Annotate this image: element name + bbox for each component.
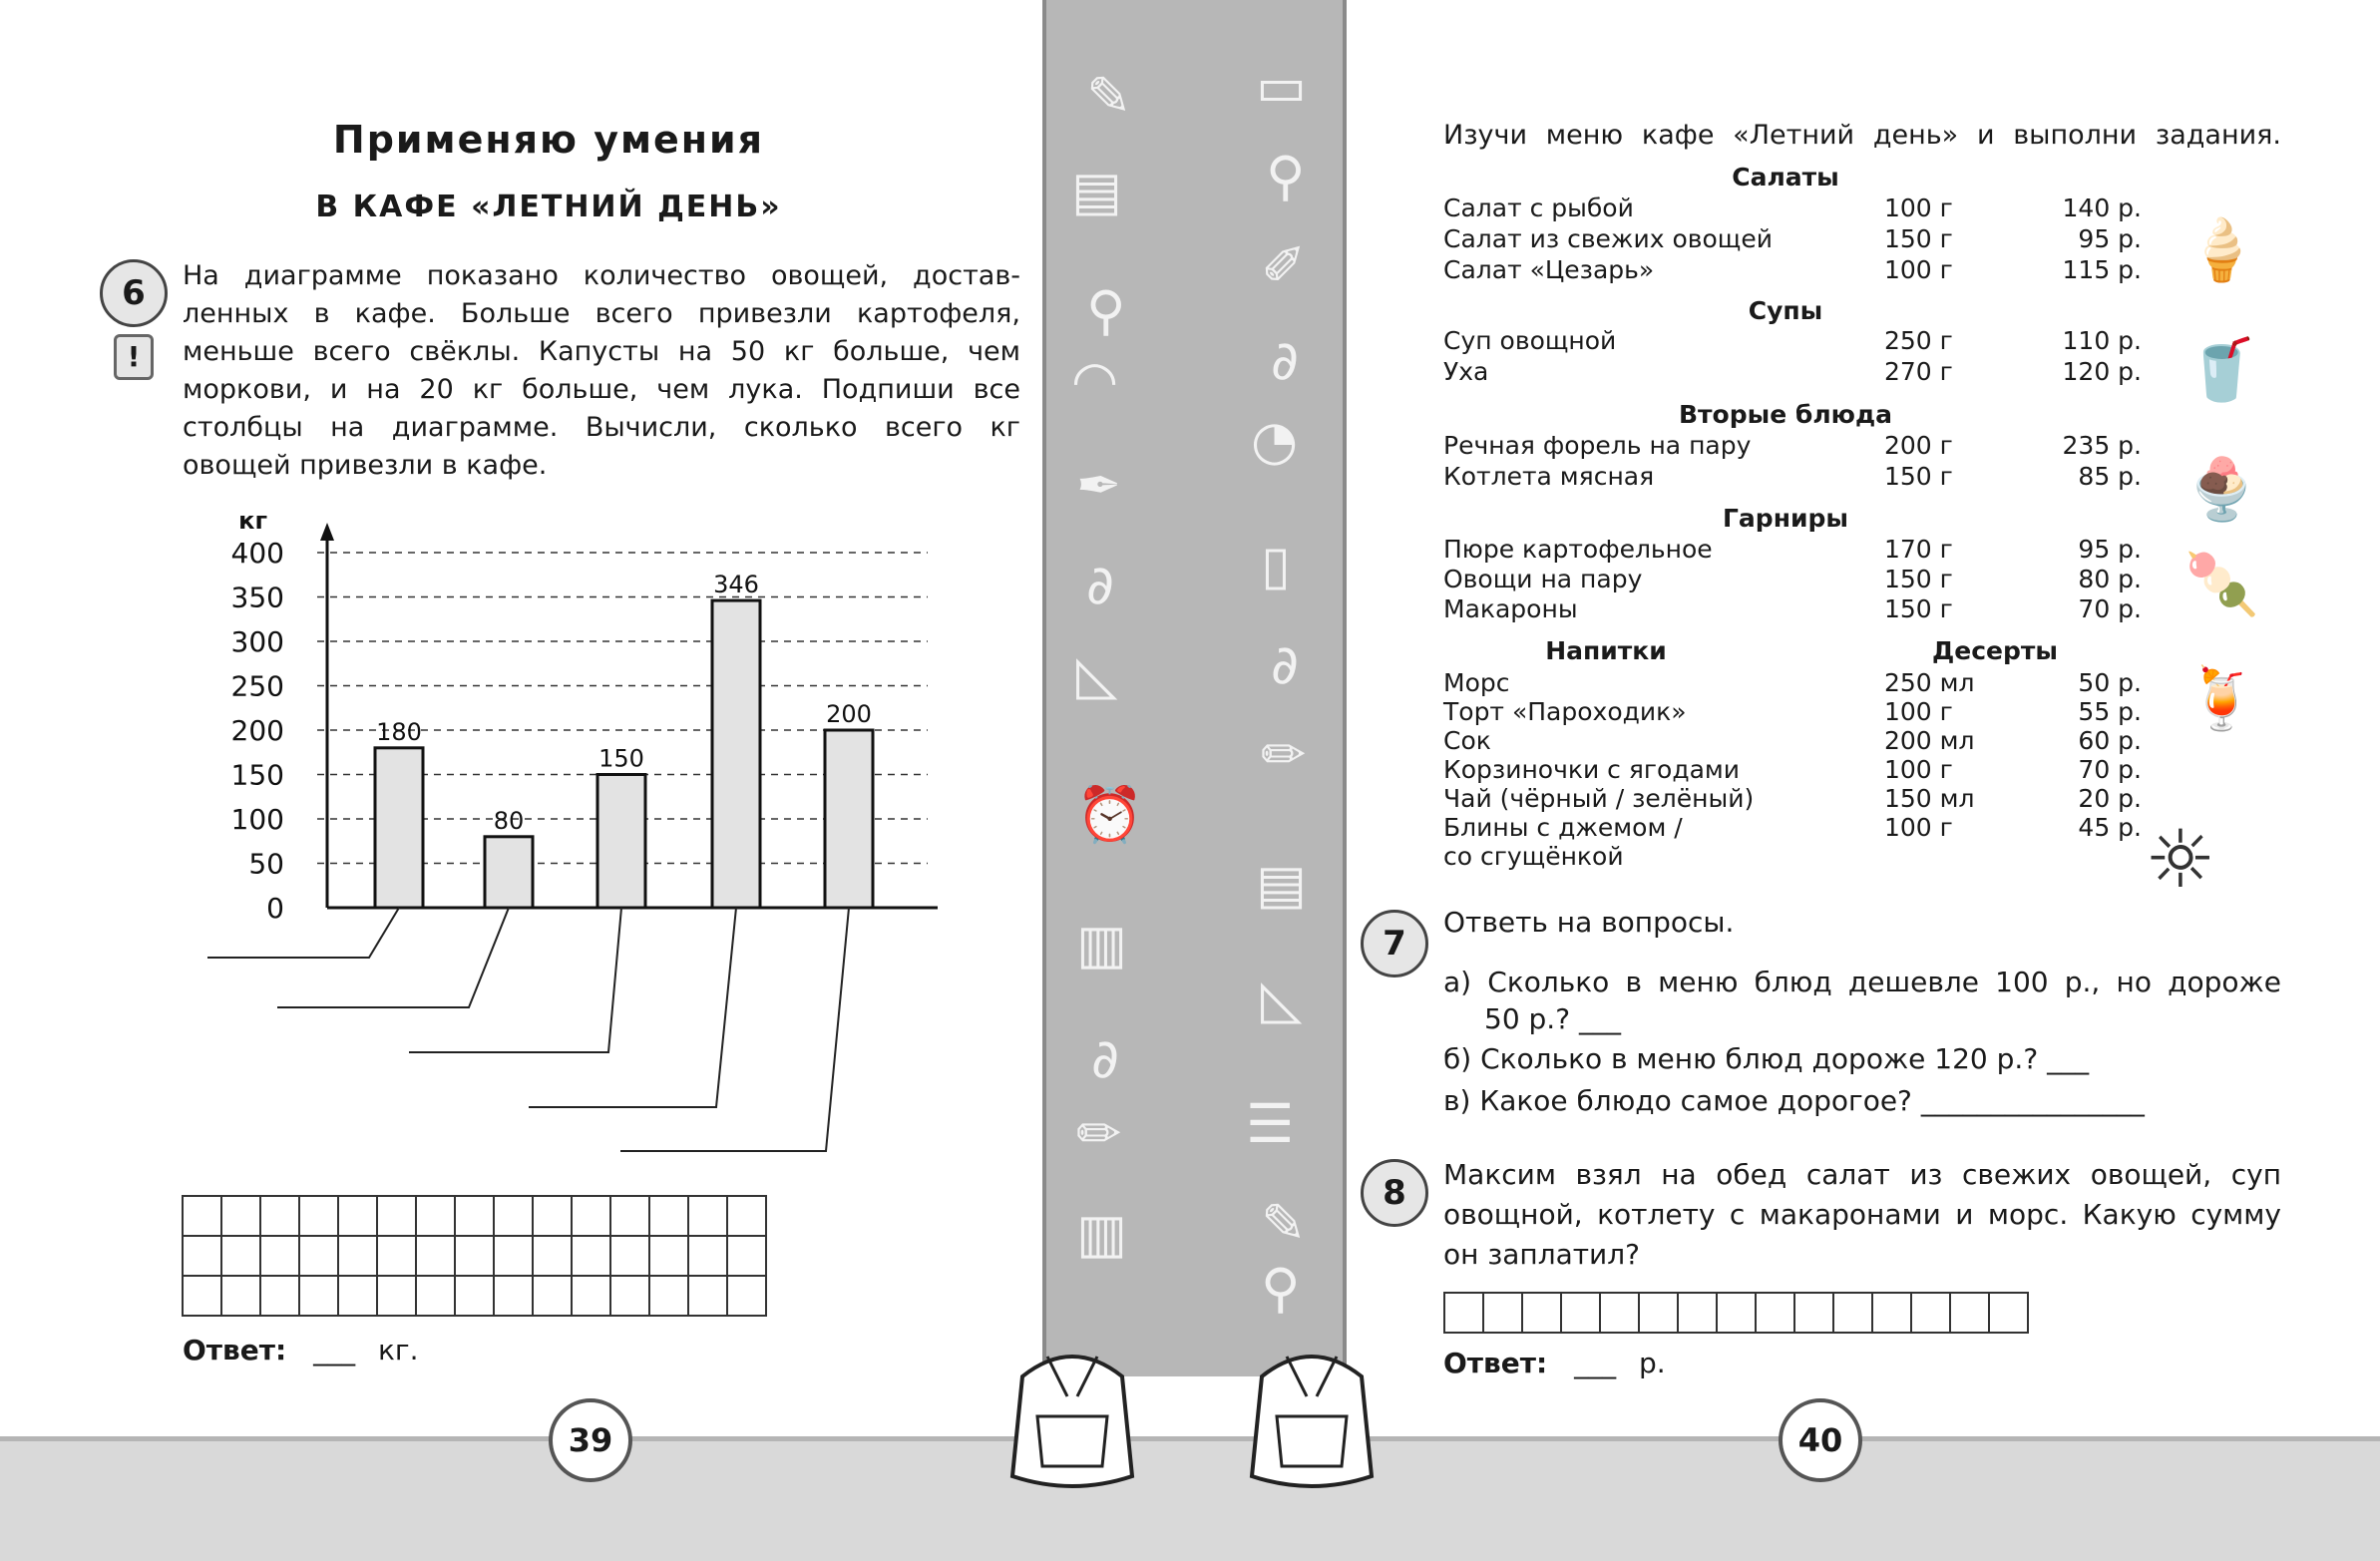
vegetables-bar-chart	[190, 499, 968, 1177]
grid-cell[interactable]	[338, 1276, 377, 1316]
menu-item-quantity: 250 мл	[1884, 668, 1975, 697]
pin-icon: ⚲	[1266, 145, 1306, 207]
eraser-icon: ▭	[1256, 55, 1308, 118]
bar-name-line[interactable]	[529, 908, 736, 1107]
menu-item-name: Салат с рыбой	[1443, 194, 1634, 222]
menu-item-name: Чай (чёрный / зелёный)	[1443, 784, 1755, 813]
grid-cell[interactable]	[688, 1236, 727, 1276]
menu-item-name: Морс	[1443, 668, 1510, 697]
grid-cell[interactable]	[1911, 1293, 1950, 1333]
menu-item-price: 55 р.	[2078, 697, 2142, 726]
grid-cell[interactable]	[533, 1276, 572, 1316]
menu-item-name: Блины с джемом /	[1443, 813, 1683, 842]
grid-cell[interactable]	[1444, 1293, 1483, 1333]
menu-item-price: 140 р.	[2062, 194, 2142, 222]
grid-cell[interactable]	[260, 1236, 299, 1276]
clip-icon: ∂	[1086, 554, 1114, 616]
grid-cell[interactable]	[1950, 1293, 1989, 1333]
menu-item-price: 20 р.	[2078, 784, 2142, 813]
menu-item	[1443, 357, 2162, 387]
task-7-question-a: а) Сколько в меню блюд дешевле 100 р., но дороже	[1443, 966, 2281, 998]
clip-icon: ∂	[1271, 329, 1299, 392]
menu-item-price: 95 р.	[2078, 535, 2142, 564]
menu-item-name: Овощи на пару	[1443, 565, 1643, 593]
menu-item-price: 70 р.	[2078, 594, 2142, 623]
grid-cell[interactable]	[610, 1276, 649, 1316]
bar	[485, 837, 533, 908]
cocktail-icon: 🥤	[2184, 335, 2259, 405]
bar-name-line[interactable]	[409, 908, 621, 1052]
grid-cell[interactable]	[1756, 1293, 1794, 1333]
grid-cell[interactable]	[377, 1276, 416, 1316]
y-tick-label: 0	[266, 892, 284, 925]
task-number-6: 6	[100, 259, 168, 327]
menu-item	[1443, 813, 2162, 843]
menu-heading-desserts: Десерты	[1932, 636, 2058, 665]
answer-unit: р.	[1638, 1347, 1666, 1379]
answer-line-left	[183, 1334, 419, 1366]
protractor-icon: ◠	[1071, 349, 1119, 412]
grid-cell[interactable]	[416, 1196, 455, 1236]
menu-item-name: Котлета мясная	[1443, 462, 1655, 491]
task-6-line: меньше всего свёклы. Капусты на 50 кг больше, чем	[183, 336, 1020, 367]
menu-item-quantity: 200 г	[1884, 431, 1953, 460]
grid-cell[interactable]	[299, 1196, 338, 1236]
grid-cell[interactable]	[1717, 1293, 1756, 1333]
triangle-icon: ◺	[1261, 968, 1303, 1030]
notepad-icon: ▤	[1256, 853, 1308, 916]
menu-item-name: Сок	[1443, 726, 1491, 755]
grid-cell[interactable]	[1678, 1293, 1717, 1333]
attention-icon: !	[114, 334, 154, 380]
pencil-icon: ✏	[1076, 1102, 1122, 1165]
menu-item-quantity: 150 г	[1884, 594, 1953, 623]
bar-value-label: 80	[493, 806, 525, 835]
menu-intro: Изучи меню кафе «Летний день» и выполни задания.	[1443, 120, 2281, 151]
menu-item-price: 85 р.	[2078, 462, 2142, 491]
grid-cell[interactable]	[533, 1196, 572, 1236]
section-subtitle: В КАФЕ «ЛЕТНИЙ ДЕНЬ»	[315, 190, 782, 224]
grid-cell[interactable]	[455, 1276, 494, 1316]
page-number-right: 40	[1779, 1398, 1862, 1482]
y-tick-label: 400	[230, 537, 284, 570]
bar-name-line[interactable]	[620, 908, 849, 1151]
menu-item-name: Корзиночки с ягодами	[1443, 755, 1741, 784]
menu-item	[1443, 842, 2162, 872]
grid-cell[interactable]	[416, 1236, 455, 1276]
grid-cell[interactable]	[455, 1236, 494, 1276]
menu-item	[1443, 535, 2162, 565]
grid-cell[interactable]	[1483, 1293, 1522, 1333]
task-7-question-a-cont[interactable]: 50 р.? ___	[1484, 1002, 1621, 1035]
menu-item-quantity: 150 г	[1884, 565, 1953, 593]
grid-cell[interactable]	[338, 1196, 377, 1236]
triangle-icon: ◺	[1076, 643, 1118, 706]
y-axis-arrow	[320, 523, 334, 541]
bar	[825, 730, 873, 908]
grid-cell[interactable]	[221, 1236, 260, 1276]
bar	[712, 600, 760, 908]
notebook-icon: ▥	[1076, 1202, 1128, 1265]
notepad-icon: ▤	[1071, 160, 1123, 222]
grid-cell[interactable]	[572, 1236, 610, 1276]
grid-cell[interactable]	[183, 1196, 221, 1236]
menu-item-price: 120 р.	[2062, 357, 2142, 386]
menu-item	[1443, 431, 2162, 461]
grid-cell[interactable]	[1794, 1293, 1833, 1333]
menu-item-name: Речная форель на пару	[1443, 431, 1752, 460]
task-7-question-c[interactable]: в) Какое блюдо самое дорогое? ________________	[1443, 1084, 2145, 1117]
menu-item-quantity: 150 г	[1884, 224, 1953, 253]
y-tick-label: 300	[230, 625, 284, 658]
grid-cell[interactable]	[494, 1236, 533, 1276]
glass-drink-icon: 🍹	[2184, 664, 2259, 734]
notebook-icon: ▥	[1076, 913, 1128, 976]
answer-blank[interactable]: ___	[313, 1334, 356, 1366]
menu-item-name: Макароны	[1443, 594, 1578, 623]
menu-heading-drinks: Напитки	[1545, 636, 1667, 665]
menu-item-price: 60 р.	[2078, 726, 2142, 755]
menu-heading-soups: Супы	[1748, 296, 1823, 325]
clip-icon: ∂	[1271, 633, 1299, 696]
grid-cell[interactable]	[260, 1196, 299, 1236]
backpack-icon	[1232, 1337, 1391, 1496]
y-tick-label: 50	[248, 847, 284, 881]
menu-item-quantity: 100 г	[1884, 755, 1953, 784]
grid-cell[interactable]	[727, 1276, 766, 1316]
pushpin-icon: ⚲	[1086, 279, 1126, 342]
grid-cell[interactable]	[1989, 1293, 2028, 1333]
menu-item-price: 235 р.	[2062, 431, 2142, 460]
answer-label: Ответ:	[183, 1334, 287, 1366]
bar-value-label: 180	[376, 717, 422, 746]
grid-cell[interactable]	[221, 1276, 260, 1316]
bar-value-label: 200	[826, 700, 872, 728]
y-tick-label: 250	[230, 669, 284, 703]
grid-cell[interactable]	[1561, 1293, 1600, 1333]
grid-cell[interactable]	[1639, 1293, 1678, 1333]
menu-item	[1443, 784, 2162, 814]
sharpener-icon: ✎	[1261, 1192, 1307, 1255]
ruler-icon: ▯	[1261, 534, 1291, 596]
bar	[375, 748, 423, 908]
grid-cell[interactable]	[610, 1196, 649, 1236]
grid-cell[interactable]	[688, 1196, 727, 1236]
menu-item	[1443, 755, 2162, 785]
menu-item-name: Суп овощной	[1443, 326, 1617, 355]
task-7-prompt: Ответь на вопросы.	[1443, 906, 1735, 939]
grid-cell[interactable]	[727, 1196, 766, 1236]
menu-item-quantity: 100 г	[1884, 194, 1953, 222]
answer-unit: кг.	[377, 1334, 419, 1366]
menu-heading-mains: Вторые блюда	[1678, 400, 1892, 429]
book-spine	[1042, 0, 1347, 1376]
grid-cell[interactable]	[377, 1236, 416, 1276]
y-tick-label: 200	[230, 714, 284, 747]
grid-cell[interactable]	[338, 1236, 377, 1276]
grid-cell[interactable]	[1872, 1293, 1911, 1333]
menu-item-name: Уха	[1443, 357, 1489, 386]
grid-cell[interactable]	[299, 1236, 338, 1276]
menu-item-quantity: 250 г	[1884, 326, 1953, 355]
grid-cell[interactable]	[727, 1236, 766, 1276]
menu-item	[1443, 668, 2162, 698]
task-7-question-b[interactable]: б) Сколько в меню блюд дороже 120 р.? ___	[1443, 1042, 2090, 1075]
pen-icon: ✐	[1261, 234, 1307, 297]
menu-item-price: 115 р.	[2062, 255, 2142, 284]
task-8-line: он заплатил?	[1443, 1238, 1641, 1271]
menu-item-name: со сгущёнкой	[1443, 842, 1624, 871]
task-8-line: Максим взял на обед салат из свежих овощей, суп	[1443, 1158, 2281, 1191]
menu-item	[1443, 594, 2162, 624]
grid-cell[interactable]	[533, 1236, 572, 1276]
grid-cell[interactable]	[183, 1236, 221, 1276]
grid-cell[interactable]	[572, 1196, 610, 1236]
menu-item	[1443, 255, 2162, 285]
task-6-line: столбцы на диаграмме. Вычисли, сколько всего кг	[183, 412, 1020, 443]
menu-item	[1443, 697, 2162, 727]
answer-label: Ответ:	[1443, 1347, 1548, 1379]
sun-icon: ☼	[2145, 813, 2216, 906]
grid-cell[interactable]	[610, 1236, 649, 1276]
menu-item-price: 45 р.	[2078, 813, 2142, 842]
task-6-text	[183, 257, 1020, 485]
popsicle-icon: 🍡	[2184, 550, 2259, 619]
grid-cell[interactable]	[1522, 1293, 1561, 1333]
bar-value-label: 150	[598, 744, 644, 773]
bar	[597, 775, 645, 909]
menu-item-price: 70 р.	[2078, 755, 2142, 784]
bottom-band	[0, 1441, 2380, 1561]
books-icon: ☰	[1246, 1092, 1295, 1155]
grid-cell[interactable]	[260, 1276, 299, 1316]
pencil-icon: ✏	[1261, 723, 1307, 786]
task-6-line: овощей привезли в кафе.	[183, 450, 548, 481]
y-axis-label: кг	[238, 507, 267, 535]
menu-item	[1443, 565, 2162, 594]
answer-line-right	[1443, 1347, 1666, 1379]
bar-name-line[interactable]	[207, 908, 399, 958]
grid-cell[interactable]	[221, 1196, 260, 1236]
grid-cell[interactable]	[183, 1276, 221, 1316]
alarm-clock-icon: ⏰	[1076, 783, 1144, 846]
menu-item-name: Салат «Цезарь»	[1443, 255, 1655, 284]
menu-item-name: Салат из свежих овощей	[1443, 224, 1773, 253]
menu-item-quantity: 150 мл	[1884, 784, 1975, 813]
grid-cell[interactable]	[1833, 1293, 1872, 1333]
grid-cell[interactable]	[1600, 1293, 1639, 1333]
pen-icon: ✒	[1076, 454, 1122, 517]
menu-item-price: 95 р.	[2078, 224, 2142, 253]
menu-item-quantity: 170 г	[1884, 535, 1953, 564]
grid-cell[interactable]	[494, 1276, 533, 1316]
task-8-line: овощной, котлету с макаронами и морс. Какую сумму	[1443, 1198, 2281, 1231]
clip-icon: ∂	[1091, 1027, 1119, 1090]
y-tick-label: 150	[230, 758, 284, 792]
task-6-line: ленных в кафе. Больше всего привезли картофеля,	[183, 298, 1020, 329]
menu-item-price: 50 р.	[2078, 668, 2142, 697]
bar-value-label: 346	[713, 571, 759, 599]
answer-grid-right[interactable]	[1443, 1292, 2029, 1334]
grid-cell[interactable]	[649, 1236, 688, 1276]
answer-blank[interactable]: ___	[1574, 1347, 1617, 1379]
page-title: Применяю умения	[332, 118, 765, 162]
backpack-icon	[992, 1337, 1152, 1496]
menu-heading-salads: Салаты	[1732, 163, 1839, 192]
answer-grid-left[interactable]	[182, 1195, 767, 1317]
menu-heading-sides: Гарниры	[1723, 504, 1848, 533]
task-8-text	[1443, 1155, 2281, 1275]
grid-cell[interactable]	[649, 1196, 688, 1236]
menu-item-quantity: 100 г	[1884, 255, 1953, 284]
menu-item-quantity: 100 г	[1884, 813, 1953, 842]
menu-item	[1443, 326, 2162, 356]
grid-cell[interactable]	[377, 1196, 416, 1236]
menu-item	[1443, 224, 2162, 254]
grid-cell[interactable]	[494, 1196, 533, 1236]
grid-cell[interactable]	[416, 1276, 455, 1316]
menu-item-quantity: 200 мл	[1884, 726, 1975, 755]
y-tick-label: 350	[230, 581, 284, 614]
task-number-8: 8	[1361, 1159, 1428, 1227]
menu-item-price: 80 р.	[2078, 565, 2142, 593]
task-6-line: На диаграмме показано количество овощей, достав-	[183, 260, 1020, 291]
ice-cream-icon: 🍦	[2184, 215, 2259, 285]
menu-item-name: Пюре картофельное	[1443, 535, 1713, 564]
task-number-7: 7	[1361, 910, 1428, 977]
menu-item-quantity: 150 г	[1884, 462, 1953, 491]
menu-item-quantity: 270 г	[1884, 357, 1953, 386]
menu-item-name: Торт «Пароходик»	[1443, 697, 1687, 726]
pushpin-icon: ⚲	[1261, 1257, 1301, 1320]
y-tick-label: 100	[230, 803, 284, 836]
task-6-line: моркови, и на 20 кг больше, чем лука. Подпиши все	[183, 374, 1020, 405]
page-number-left: 39	[549, 1398, 632, 1482]
grid-cell[interactable]	[688, 1276, 727, 1316]
menu-item	[1443, 194, 2162, 223]
menu-item	[1443, 726, 2162, 756]
menu-item	[1443, 462, 2162, 492]
grid-cell[interactable]	[299, 1276, 338, 1316]
protractor-icon: ◔	[1251, 409, 1299, 472]
menu-item-quantity: 100 г	[1884, 697, 1953, 726]
menu-item-price: 110 р.	[2062, 326, 2142, 355]
grid-cell[interactable]	[649, 1276, 688, 1316]
grid-cell[interactable]	[572, 1276, 610, 1316]
grid-cell[interactable]	[455, 1196, 494, 1236]
sharpener-icon: ✎	[1086, 65, 1132, 128]
ice-cream-cone-icon: 🍨	[2184, 455, 2259, 525]
